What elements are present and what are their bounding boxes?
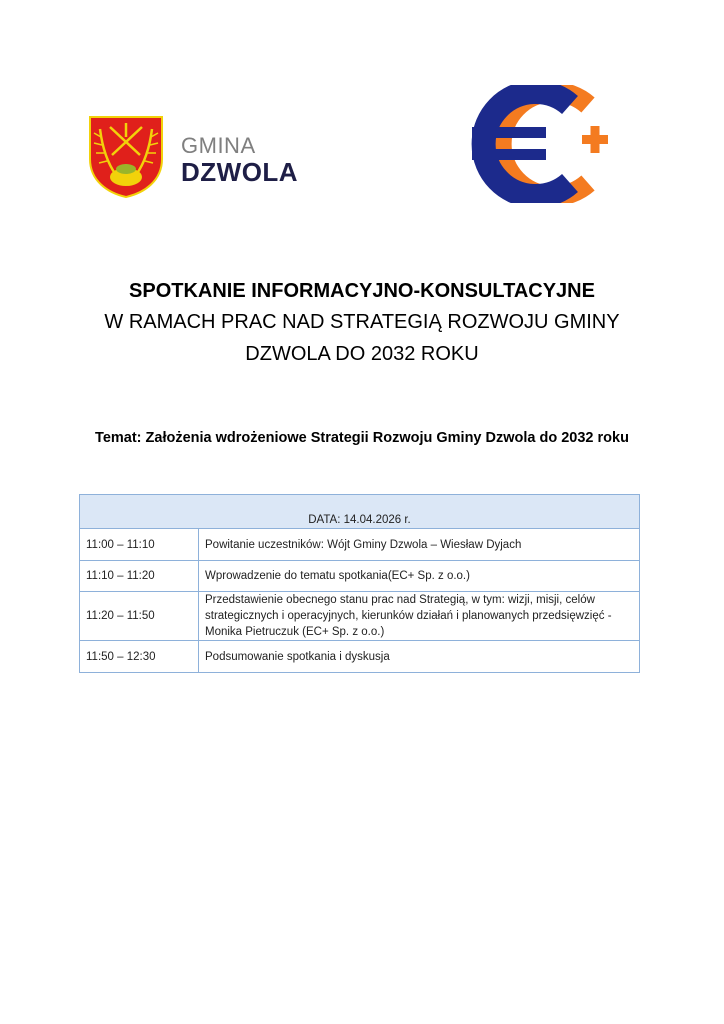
agenda-table (79, 494, 640, 673)
agenda-description: Podsumowanie spotkania i dyskusja (199, 641, 640, 673)
document-title (0, 276, 724, 370)
agenda-time: 11:00 – 11:10 (80, 529, 199, 561)
meeting-topic: Temat: Założenia wdrożeniowe Strategii Rozwoju Gminy Dzwola do 2032 roku (95, 430, 629, 446)
agenda-row (80, 641, 640, 673)
agenda-description: Wprowadzenie do tematu spotkania(EC+ Sp. z o.o.) (199, 561, 640, 592)
gmina-crest-icon (88, 115, 164, 199)
agenda-row (80, 592, 640, 641)
title-line-3: DZWOLA DO 2032 ROKU (245, 343, 479, 365)
gmina-logo-text (181, 135, 298, 187)
agenda-time: 11:50 – 12:30 (80, 641, 199, 673)
agenda-time: 11:20 – 11:50 (80, 592, 199, 641)
agenda-row (80, 529, 640, 561)
agenda-description: Powitanie uczestników: Wójt Gminy Dzwola – Wiesław Dyjach (199, 529, 640, 561)
agenda-time: 11:10 – 11:20 (80, 561, 199, 592)
gmina-label: GMINA (181, 133, 256, 158)
agenda-row (80, 561, 640, 592)
agenda-description: Przedstawienie obecnego stanu prac nad Strategią, w tym: wizji, misji, celów strategicznych i operacyjnych, kierunków działań i planowanych przedsięwzięć - Monika Pietruczuk (EC+ Sp. z o.o.) (199, 592, 640, 641)
ec-plus-logo-icon (470, 85, 610, 203)
title-line-1: SPOTKANIE INFORMACYJNO-KONSULTACYJNE (129, 280, 595, 302)
title-line-2: W RAMACH PRAC NAD STRATEGIĄ ROZWOJU GMINY (104, 311, 620, 333)
agenda-date-header: DATA: 14.04.2026 r. (80, 495, 640, 529)
gmina-name: DZWOLA (181, 157, 299, 187)
